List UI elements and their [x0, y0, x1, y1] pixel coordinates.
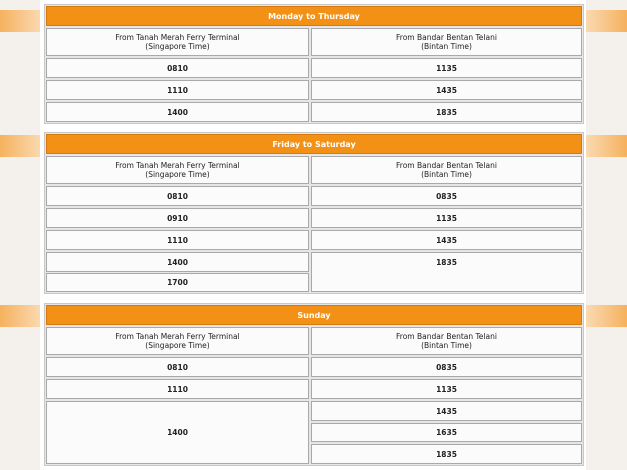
departure-time-cell: 0810: [46, 186, 309, 206]
departure-time-text: 1835: [436, 258, 457, 267]
departure-time-cell: 1110: [46, 80, 309, 100]
departure-time-cell: 1835: [311, 102, 582, 122]
departure-time-cell: [311, 252, 582, 292]
column-header-line: From Tanah Merah Ferry Terminal: [115, 33, 240, 42]
section-title: Monday to Thursday: [46, 6, 582, 26]
column-header-line: From Bandar Bentan Telani: [396, 33, 497, 42]
column-header-bintan: [311, 156, 582, 184]
departure-time-cell: 0810: [46, 58, 309, 78]
column-header-singapore: [46, 156, 309, 184]
departure-time-cell: 0835: [311, 186, 582, 206]
departure-time-cell: 1400: [46, 252, 309, 272]
column-header-line: From Tanah Merah Ferry Terminal: [115, 161, 240, 170]
departure-time-cell: 1135: [311, 58, 582, 78]
column-header-bintan: [311, 28, 582, 56]
departure-time-cell: 1435: [311, 230, 582, 250]
departure-time-cell: 1135: [311, 379, 582, 399]
column-header-line: From Tanah Merah Ferry Terminal: [115, 332, 240, 341]
column-header-line: (Singapore Time): [145, 170, 210, 179]
departure-time-cell: 0835: [311, 357, 582, 377]
column-header-singapore: [46, 327, 309, 355]
departure-time-cell: 1400: [46, 102, 309, 122]
column-header-line: From Bandar Bentan Telani: [396, 332, 497, 341]
departure-time-cell: 1435: [311, 80, 582, 100]
departure-time-cell: 1110: [46, 379, 309, 399]
column-header-line: (Bintan Time): [421, 341, 472, 350]
departure-time-cell: 1835: [311, 444, 582, 464]
departure-time-cell: 1700: [46, 273, 309, 292]
section-title: Friday to Saturday: [46, 134, 582, 154]
column-header-line: (Singapore Time): [145, 42, 210, 51]
departure-time-cell: 1635: [311, 423, 582, 442]
column-header-line: (Bintan Time): [421, 170, 472, 179]
departure-time-cell: 1400: [46, 401, 309, 464]
departure-time-cell: 1135: [311, 208, 582, 228]
column-header-line: (Bintan Time): [421, 42, 472, 51]
departure-time-cell: 1110: [46, 230, 309, 250]
column-header-line: (Singapore Time): [145, 341, 210, 350]
departure-time-cell: 0910: [46, 208, 309, 228]
column-header-singapore: [46, 28, 309, 56]
section-title: Sunday: [46, 305, 582, 325]
column-header-line: From Bandar Bentan Telani: [396, 161, 497, 170]
column-header-bintan: [311, 327, 582, 355]
departure-time-cell: 0810: [46, 357, 309, 377]
departure-time-cell: 1435: [311, 401, 582, 421]
